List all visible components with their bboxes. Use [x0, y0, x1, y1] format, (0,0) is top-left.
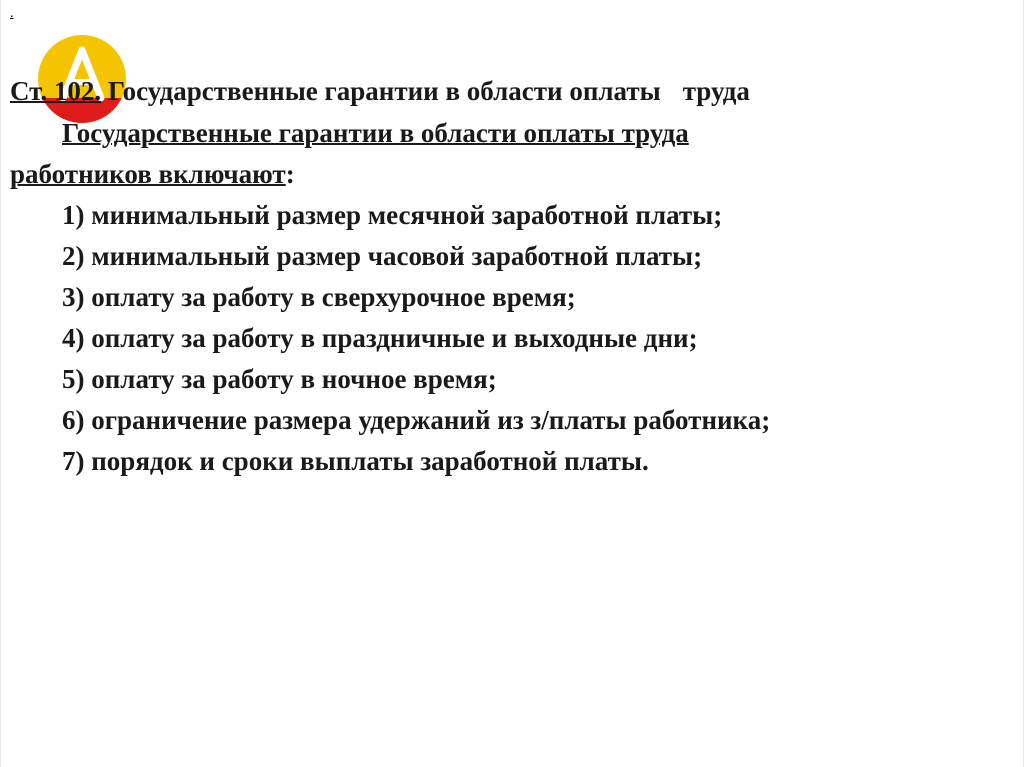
list-item: 1) минимальный размер месячной заработной платы;	[62, 200, 723, 230]
list-item: 5) оплату за работу в ночное время;	[62, 364, 497, 394]
list-item: 4) оплату за работу в праздничные и выходные дни;	[62, 323, 698, 353]
guarantees-list	[62, 195, 770, 482]
article-title	[10, 74, 750, 108]
intro-line-1: Государственные гарантии в области оплаты труда	[62, 118, 689, 148]
list-item: 7) порядок и сроки выплаты заработной платы.	[62, 446, 649, 476]
list-item: 6) ограничение размера удержаний из з/платы работника;	[62, 405, 771, 435]
article-number: Ст. 102.	[10, 76, 102, 106]
article-title-tail: труда	[682, 76, 750, 106]
list-item: 2) минимальный размер часовой заработной платы;	[62, 241, 703, 271]
list-item: 3) оплату за работу в сверхурочное время;	[62, 282, 576, 312]
intro-colon: :	[285, 159, 295, 189]
intro-paragraph	[10, 113, 910, 195]
corner-mark: .	[10, 6, 14, 21]
article-title-text: Государственные гарантии в области оплаты	[107, 76, 661, 106]
intro-line-2: работников включают	[10, 159, 286, 189]
